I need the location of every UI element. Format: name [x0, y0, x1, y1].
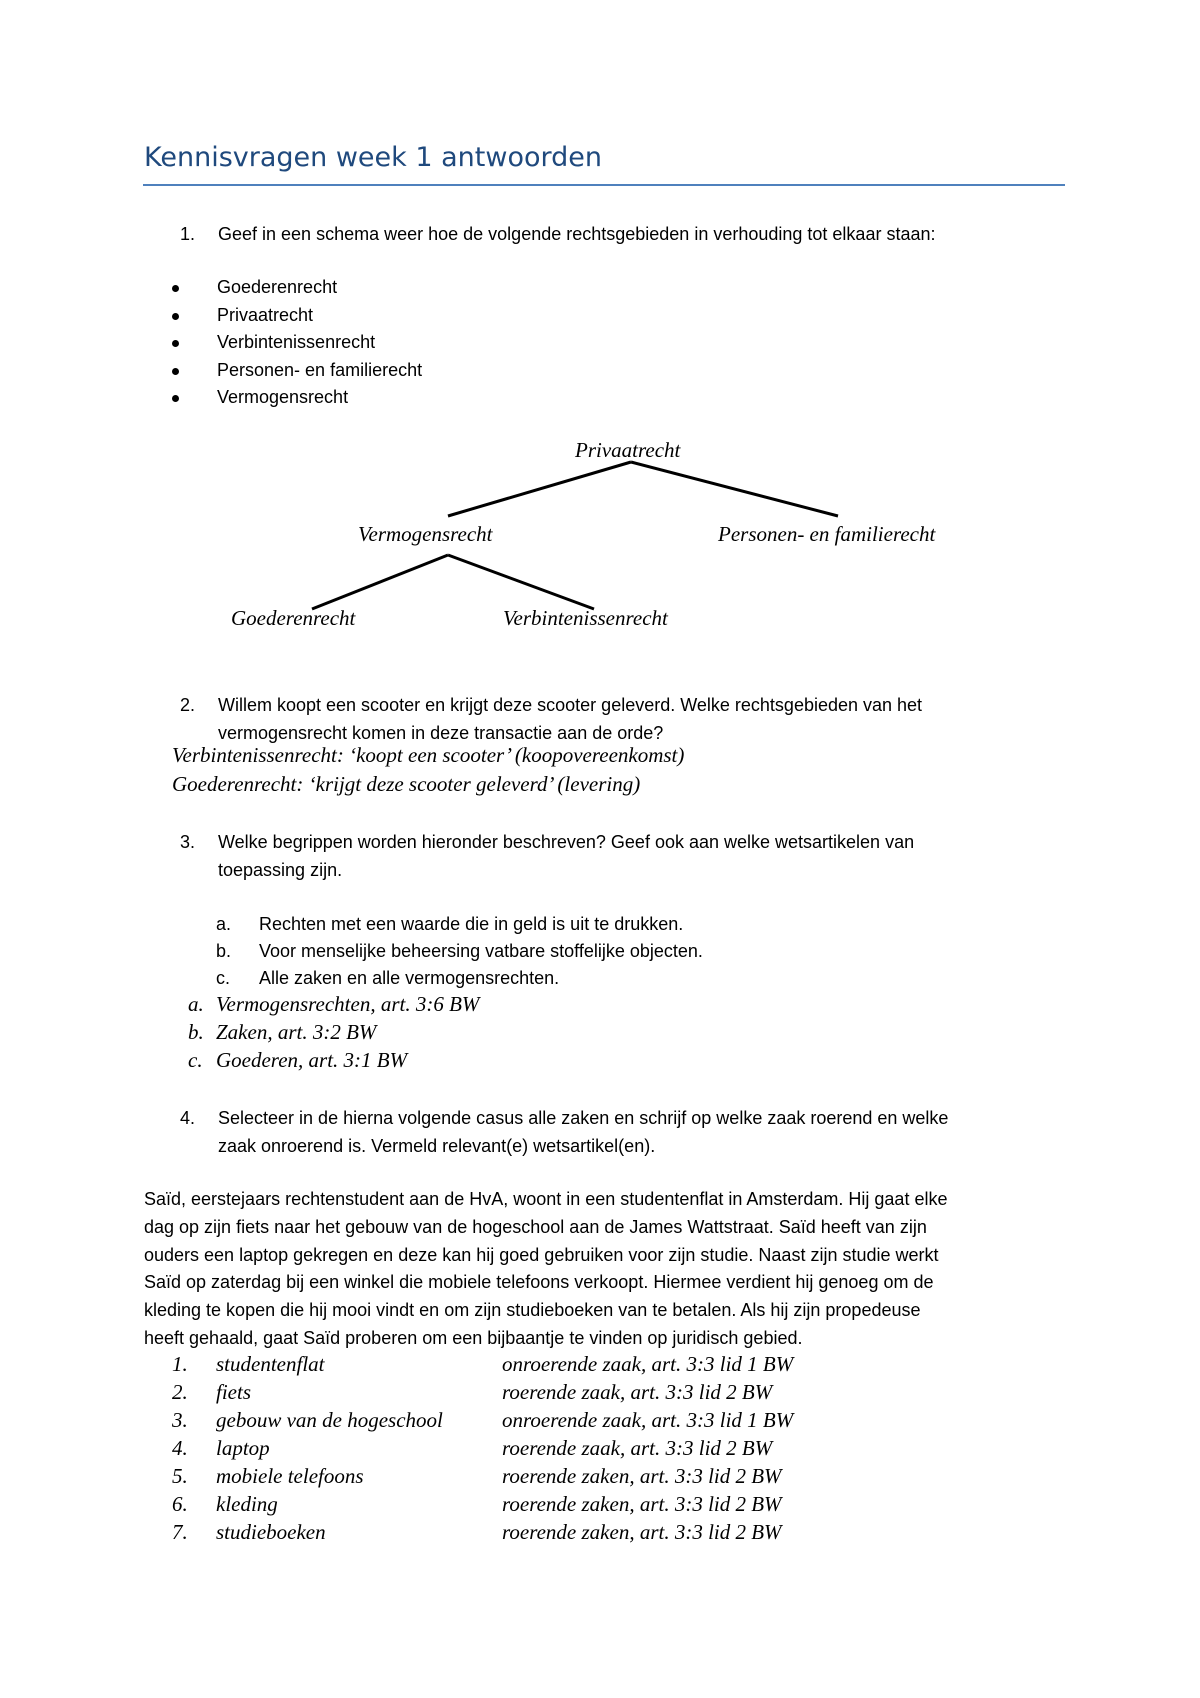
schema-connector — [448, 462, 631, 516]
question-number: 4. — [180, 1108, 196, 1128]
table-cell-num: 4. — [172, 1436, 188, 1460]
sub-item — [216, 938, 703, 965]
page-title: Kennisvragen week 1 antwoorden — [144, 142, 602, 173]
answer-letter: a. — [188, 992, 204, 1016]
casus-line: Saïd op zaterdag bij een winkel die mobiele telefoons verkoopt. Hiermee verdient hij genoeg om de — [144, 1272, 934, 1293]
sub-item-letter: a. — [216, 914, 232, 934]
sub-item-letter: c. — [216, 968, 231, 988]
sub-item-text: Alle zaken en alle vermogensrechten. — [259, 968, 560, 988]
question-number: 3. — [180, 832, 196, 852]
answer-line — [188, 1020, 377, 1045]
sub-item-text: Rechten met een waarde die in geld is uit te drukken. — [259, 914, 684, 934]
answer-letter: b. — [188, 1020, 204, 1044]
table-cell-num: 3. — [172, 1408, 188, 1432]
list-item-label: Verbintenissenrecht — [217, 332, 376, 352]
question-text-line: toepassing zijn. — [218, 860, 343, 880]
schema-node-root: Privaatrecht — [575, 438, 681, 462]
answer-line — [188, 1048, 408, 1073]
question-4 — [180, 1104, 949, 1160]
schema-node-left: Vermogensrecht — [358, 522, 493, 546]
answer-text: Vermogensrechten, art. 3:6 BW — [216, 992, 480, 1016]
sub-item-text: Voor menselijke beheersing vatbare stoffelijke objecten. — [259, 941, 703, 961]
table-cell-answer: onroerende zaak, art. 3:3 lid 1 BW — [502, 1408, 794, 1432]
table-cell-num: 1. — [172, 1352, 188, 1376]
question-text-line: Welke begrippen worden hieronder beschreven? Geef ook aan welke wetsartikelen van — [218, 832, 915, 852]
answer-text: Zaken, art. 3:2 BW — [216, 1020, 377, 1044]
question-number: 1. — [180, 224, 196, 244]
table-cell-num: 7. — [172, 1520, 188, 1544]
question-text: Geef in een schema weer hoe de volgende rechtsgebieden in verhouding tot elkaar staan: — [218, 224, 936, 244]
answer-line: Verbintenissenrecht: ‘koopt een scooter’ (koopovereenkomst) — [172, 743, 685, 767]
schema-connector — [312, 555, 448, 609]
casus-line: kleding te kopen die hij mooi vindt en om zijn studieboeken van te betalen. Als hij zijn propedeuse — [144, 1300, 921, 1321]
table-cell-answer: roerende zaken, art. 3:3 lid 2 BW — [502, 1520, 782, 1544]
question-3 — [180, 828, 915, 884]
list-item-label: Goederenrecht — [217, 277, 338, 297]
table-cell-answer: roerende zaken, art. 3:3 lid 2 BW — [502, 1492, 782, 1516]
list-item-label: Personen- en familierecht — [217, 359, 423, 380]
answer-line: Goederenrecht: ‘krijgt deze scooter geleverd’ (levering) — [172, 772, 641, 796]
question-text-line: vermogensrecht komen in deze transactie aan de orde? — [218, 723, 664, 743]
answer-line — [188, 992, 480, 1017]
casus-line: ouders een laptop gekregen en deze kan hij goed gebruiken voor zijn studie. Naast zijn studie werkt — [144, 1244, 939, 1265]
schema-node-leaf-left: Goederenrecht — [231, 606, 356, 630]
schema-node-leaf-right: Verbintenissenrecht — [503, 606, 668, 630]
table-cell-num: 5. — [172, 1464, 188, 1488]
table-cell-item: kleding — [216, 1492, 278, 1516]
sub-item — [216, 965, 560, 992]
schema-diagram — [0, 0, 1200, 660]
table-cell-answer: onroerende zaak, art. 3:3 lid 1 BW — [502, 1352, 794, 1376]
question-text-line: zaak onroerend is. Vermeld relevant(e) wetsartikel(en). — [218, 1136, 656, 1156]
list-item-label: Vermogensrecht — [217, 387, 349, 407]
list-item-label: Privaatrecht — [217, 304, 314, 325]
question-text-line: Selecteer in de hierna volgende casus alle zaken en schrijf op welke zaak roerend en welke — [218, 1108, 949, 1128]
schema-connector — [631, 462, 838, 516]
table-cell-answer: roerende zaak, art. 3:3 lid 2 BW — [502, 1380, 773, 1404]
schema-connector — [448, 555, 594, 609]
answer-letter: c. — [188, 1048, 203, 1072]
table-cell-num: 6. — [172, 1492, 188, 1516]
sub-item — [216, 911, 684, 938]
sub-item-letter: b. — [216, 941, 232, 961]
casus-line: heeft gehaald, gaat Saïd proberen om een bijbaantje te vinden op juridisch gebied. — [144, 1327, 803, 1348]
table-cell-answer: roerende zaken, art. 3:3 lid 2 BW — [502, 1464, 782, 1488]
table-cell-num: 2. — [172, 1380, 188, 1404]
casus-line: Saïd, eerstejaars rechtenstudent aan de HvA, woont in een studentenflat in Amsterdam. Hij gaat elke — [144, 1189, 948, 1209]
table-cell-item: laptop — [216, 1436, 270, 1460]
question-text-line: Willem koopt een scooter en krijgt deze scooter geleverd. Welke rechtsgebieden van het — [218, 695, 923, 715]
table-cell-item: studieboeken — [216, 1520, 326, 1544]
question-number: 2. — [180, 695, 196, 715]
casus-line: dag op zijn fiets naar het gebouw van de hogeschool aan de James Wattstraat. Saïd heeft van zijn — [144, 1216, 927, 1237]
question-2 — [180, 691, 923, 747]
table-cell-item: studentenflat — [216, 1352, 325, 1376]
schema-node-right: Personen- en familierecht — [718, 522, 936, 546]
casus-paragraph — [144, 1186, 1074, 1353]
table-cell-item: fiets — [216, 1380, 251, 1404]
table-cell-item: gebouw van de hogeschool — [216, 1408, 443, 1432]
answer-text: Goederen, art. 3:1 BW — [216, 1048, 408, 1072]
table-cell-item: mobiele telefoons — [216, 1464, 364, 1488]
table-cell-answer: roerende zaak, art. 3:3 lid 2 BW — [502, 1436, 773, 1460]
